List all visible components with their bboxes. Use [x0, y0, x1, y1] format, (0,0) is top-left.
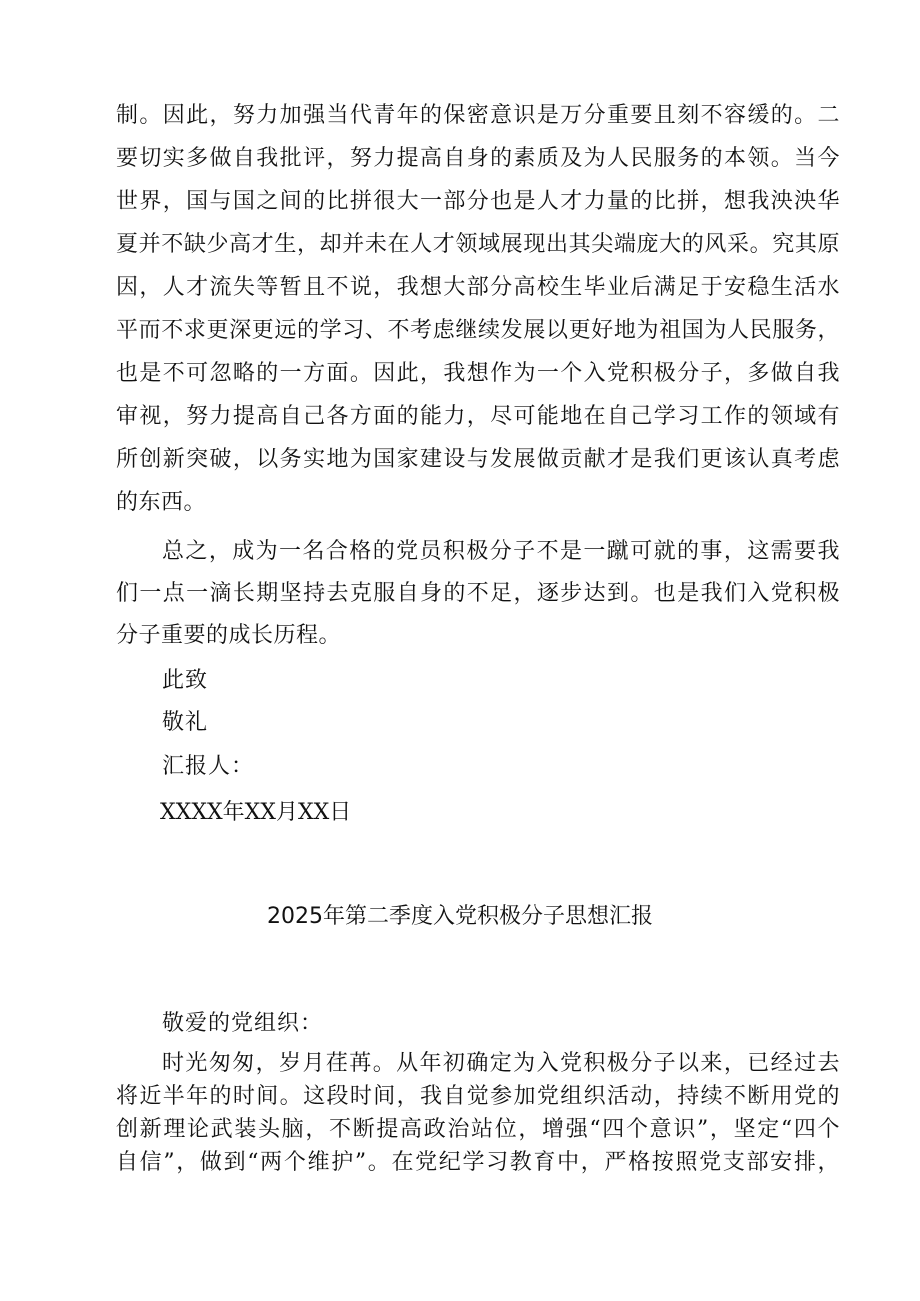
text-line: 们一点一滴长期坚持去克服自身的不足，逐步达到。也是我们入党积极	[116, 581, 840, 606]
greeting: 敬爱的党组织：	[162, 1011, 324, 1036]
text-line: 平而不求更深更远的学习、不考虑继续发展以更好地为祖国为人民服务，	[116, 318, 840, 343]
text-line: 因，人才流失等暂且不说，我想大部分高校生毕业后满足于安稳生活水	[116, 275, 840, 300]
text-line: 分子重要的成长历程。	[116, 623, 342, 648]
text-line: 夏并不缺少高才生，却并未在人才领域展现出其尖端庞大的风采。究其原	[116, 232, 840, 257]
regards: 敬礼	[162, 710, 209, 735]
text-line: 要切实多做自我批评，努力提高自身的素质及为人民服务的本领。当今	[116, 146, 840, 171]
text-line: 总之，成为一名合格的党员积极分子不是一蹴可就的事，这需要我	[162, 539, 840, 564]
text-line: 将近半年的时间。这段时间，我自觉参加党组织活动，持续不断用党的	[116, 1084, 840, 1109]
text-line: 创新理论武装头脑，不断提高政治站位，增强“四个意识”，坚定“四个	[116, 1117, 840, 1142]
text-line: 审视，努力提高自己各方面的能力，尽可能地在自己学习工作的领域有	[116, 404, 840, 429]
text-line: 也是不可忽略的一方面。因此，我想作为一个入党积极分子，多做自我	[116, 361, 840, 386]
text-line: 制。因此，努力加强当代青年的保密意识是万分重要且刻不容缓的。二	[116, 103, 840, 128]
text-line: 世界，国与国之间的比拼很大一部分也是人才力量的比拼，想我泱泱华	[116, 189, 840, 214]
text-line: 所创新突破，以务实地为国家建设与发展做贡献才是我们更该认真考虑	[116, 447, 840, 472]
text-line: 的东西。	[116, 490, 207, 515]
salutation: 此致	[162, 668, 209, 693]
text-line: 自信”，做到“两个维护”。在党纪学习教育中，严格按照党支部安排，	[116, 1150, 840, 1175]
reporter-label: 汇报人：	[162, 754, 255, 779]
report-date: XXXX年XX月XX日	[160, 800, 352, 825]
document-title: 2025年第二季度入党积极分子思想汇报	[267, 904, 653, 929]
text-line: 时光匆匆，岁月荏苒。从年初确定为入党积极分子以来，已经过去	[162, 1051, 840, 1076]
